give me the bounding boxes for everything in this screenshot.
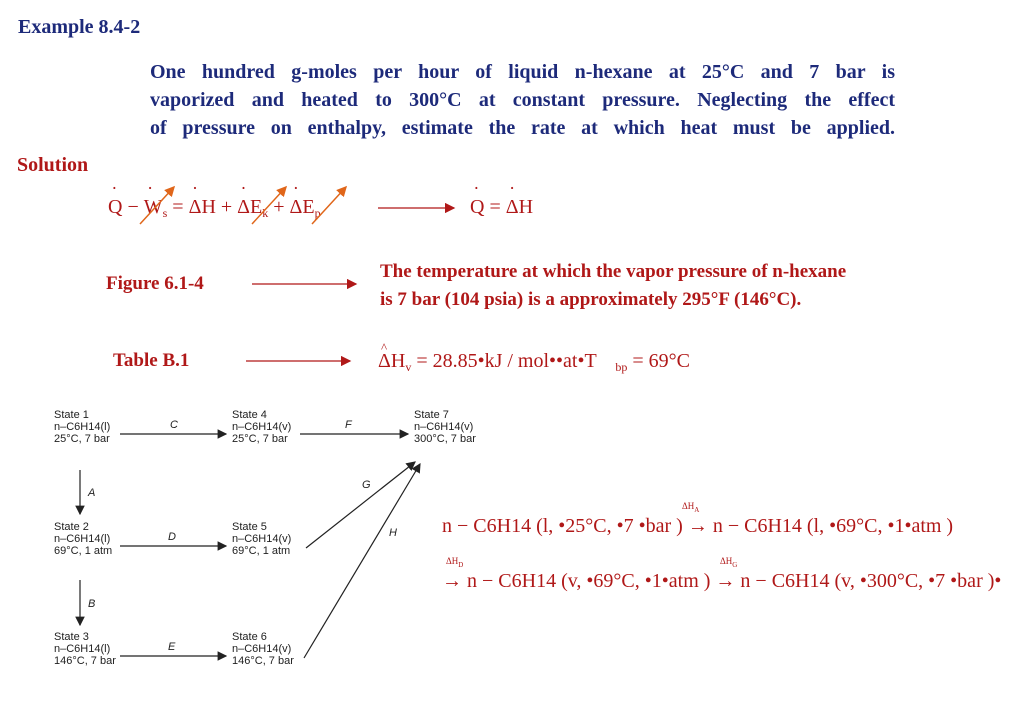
state-conditions: 146°C, 7 bar xyxy=(232,655,294,667)
state-node xyxy=(54,521,112,557)
state-conditions: 25°C, 7 bar xyxy=(54,433,110,445)
heat-of-vaporization xyxy=(378,350,690,375)
hv-value: = 28.85•kJ / mol••at•T xyxy=(416,350,597,372)
state-conditions: 69°C, 1 atm xyxy=(232,545,291,557)
problem-line: of pressure on enthalpy, estimate the rate at which heat must be applied. xyxy=(150,117,895,139)
state-species: n–C6H14(v) xyxy=(414,421,474,433)
w-dot: ˙ W xyxy=(144,196,163,218)
delta-ek: ˙ ΔE xyxy=(237,196,262,218)
plus-sign: + xyxy=(273,196,285,218)
state-node xyxy=(232,409,291,445)
path-label-b: B xyxy=(88,598,96,610)
strike-arrow-ws xyxy=(140,187,174,224)
example-title: Example 8.4-2 xyxy=(18,16,141,38)
ep-sub: p xyxy=(314,206,321,220)
bp-sub: bp xyxy=(615,360,628,374)
delta-h: ˙ ΔH xyxy=(506,196,533,218)
state-conditions: 25°C, 7 bar xyxy=(232,433,288,445)
process-path-diagram xyxy=(40,400,500,690)
state-name: State 4 xyxy=(232,409,267,421)
figure-reference: Figure 6.1-4 xyxy=(106,273,204,294)
state-species: n–C6H14(l) xyxy=(54,643,111,655)
w-sub: s xyxy=(162,206,168,220)
state-name: State 5 xyxy=(232,521,267,533)
state-name: State 3 xyxy=(54,631,89,643)
tbp-value: = 69°C xyxy=(632,350,690,372)
equals-sign: = xyxy=(489,196,501,218)
delta-h-hat: ^ ΔH xyxy=(378,350,405,372)
state-node xyxy=(414,409,476,445)
state-conditions: 300°C, 7 bar xyxy=(414,433,476,445)
state-species: n–C6H14(v) xyxy=(232,643,292,655)
strike-arrow-ep xyxy=(312,187,346,224)
note-line: The temperature at which the vapor pressure of n-hexane xyxy=(380,261,847,282)
path-h-arrow xyxy=(304,464,420,658)
q-dot: ˙ Q xyxy=(470,196,484,218)
state-conditions: 146°C, 7 bar xyxy=(54,655,116,667)
v-sub: v xyxy=(405,360,412,374)
plus-sign: + xyxy=(220,196,233,218)
state-name: State 7 xyxy=(414,409,449,421)
table-reference: Table B.1 xyxy=(113,350,190,371)
problem-line: vaporized and heated to 300°C at constant pressure. Neglecting the effect xyxy=(150,89,895,111)
path-label-h: H xyxy=(389,527,397,539)
equals-sign: = xyxy=(172,196,184,218)
dhd-label: $\Delta H_D$ xyxy=(446,556,464,569)
path-label-c: C xyxy=(170,419,178,431)
dhg-label: $\Delta H_G$ xyxy=(720,556,738,569)
path-label-a: A xyxy=(88,487,96,499)
state-species: n–C6H14(l) xyxy=(54,533,111,545)
state-species: n–C6H14(v) xyxy=(232,421,292,433)
state-node xyxy=(54,409,110,445)
state-name: State 6 xyxy=(232,631,267,643)
q-dot: ˙ Q xyxy=(108,196,122,218)
figure-note xyxy=(380,258,970,314)
path-label-g: G xyxy=(362,479,371,491)
path-g-arrow xyxy=(306,462,415,548)
state-species: n–C6H14(l) xyxy=(54,421,111,433)
note-line: is 7 bar (104 psia) is a approximately 295°F (146°C). xyxy=(380,289,802,310)
reduced-balance xyxy=(470,196,533,219)
path-equation-line2: → n − C6H14 (v, •69°C, •1•atm ) → n − C6H14 (v, •300°C, •7 •bar )• xyxy=(442,570,1002,592)
state-node xyxy=(54,631,116,667)
path-equation-line1: n − C6H14 (l, •25°C, •7 •bar ) → n − C6H14 (l, •69°C, •1•atm ) xyxy=(442,515,954,537)
delta-h: ˙ ΔH xyxy=(189,196,216,218)
state-layer xyxy=(54,409,476,667)
ek-sub: k xyxy=(262,206,269,220)
delta-ep: ˙ ΔE xyxy=(290,196,315,218)
state-name: State 1 xyxy=(54,409,89,421)
path-label-e: E xyxy=(168,641,176,653)
strike-arrow-ek xyxy=(252,187,286,224)
minus-sign: − xyxy=(127,196,139,218)
state-node xyxy=(232,521,291,557)
state-conditions: 69°C, 1 atm xyxy=(54,545,113,557)
path-label-f: F xyxy=(345,419,352,431)
state-name: State 2 xyxy=(54,521,89,533)
dha-label: $\Delta H_A$ xyxy=(682,501,700,514)
problem-line: One hundred g-moles per hour of liquid n-hexane at 25°C and 7 bar is xyxy=(150,61,895,83)
solution-label: Solution xyxy=(17,154,89,176)
state-node xyxy=(232,631,294,667)
state-species: n–C6H14(v) xyxy=(232,533,292,545)
path-label-d: D xyxy=(168,531,176,543)
